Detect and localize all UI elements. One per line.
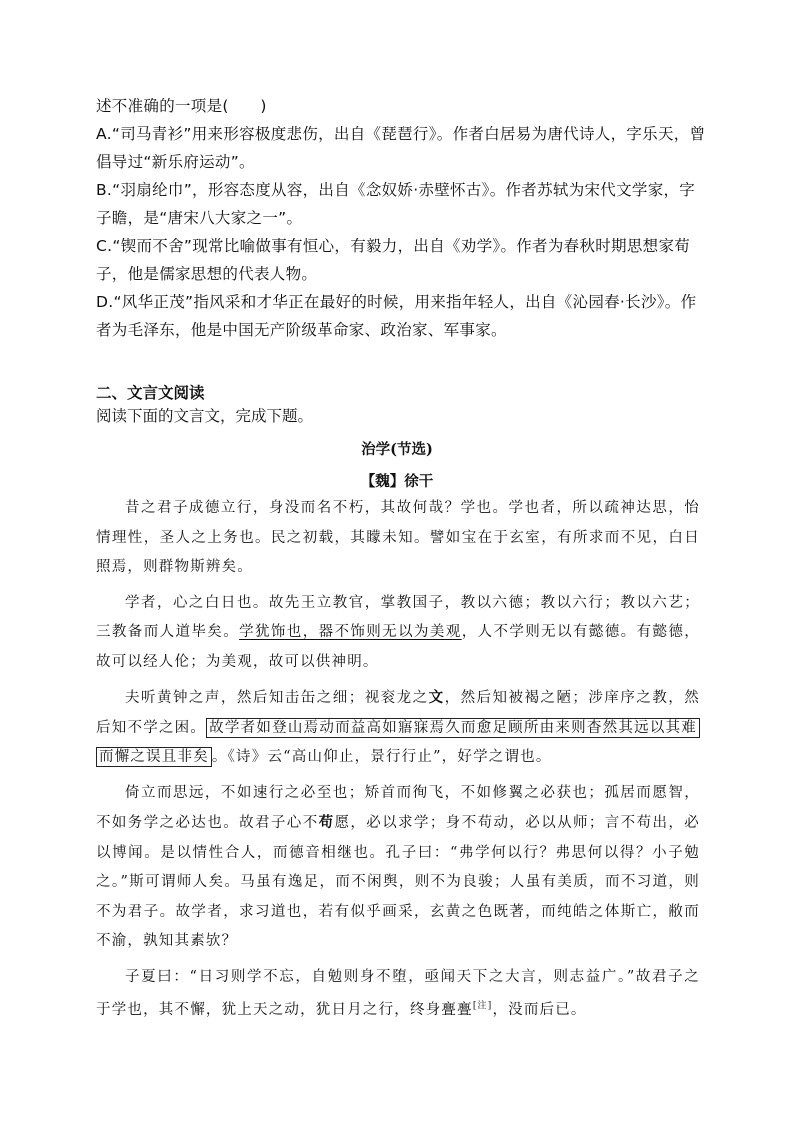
passage-title: 治学(节选) (361, 441, 433, 458)
option-a: A.“司马青衫”用来形容极度悲伤，出自《琵琶行》。作者白居易为唐代诗人，字乐天，曾倡导过“新乐府运动”。 (96, 125, 706, 171)
underlined-sentence: 学犹饰也，器不饰则无以为美观 (239, 624, 462, 640)
passage-paragraph-5 (96, 963, 700, 1026)
section-instruction: 阅读下面的文言文，完成下题。 (96, 407, 314, 425)
option-c: C.“锲而不舍”现常比喻做事有恒心，有毅力，出自《劝学》。作者为春秋时期思想家荀子，他是儒家思想的代表人物。 (96, 237, 691, 283)
option-d: D.“风华正茂”指风采和才华正在最好的时候，用来指年轻人，出自《沁园春·长沙》。作者为毛泽东，他是中国无产阶级革命家、政治家、军事家。 (96, 293, 697, 339)
passage-paragraph-4 (96, 779, 700, 957)
p2-text-a: 学者，心之白日也。故先王立教官，掌教国子，教以六德；教以六行；教以六艺；三教备而人道毕矣。 (96, 594, 700, 640)
p4-text-b: 愿，必以求学；身不苟动，必以从师；言不苟出，必以博闻。是以情性合人，而德音相继也。孔子曰：“弗学何以行？弗思何以得？小子勉之。”斯可谓师人矣。马虽有逸足，而不闲舆，则不为良骏；人虽有美质，而不习道，则不为君子。故学者，求习道也，若有似乎画采，玄黄之色既著，而纯皓之体斯亡，敝而不渝，孰知其素欤？ (96, 815, 700, 949)
boxed-sentence: 故学者如登山焉动而益高如寤寐焉久而愈足顾所由来则杳然其远以其难而懈之误且非矣 (96, 718, 700, 768)
p5-text-b: ，没而后已。 (492, 1001, 587, 1018)
passage-body (96, 494, 700, 1031)
p3-text-b: ，然后知被褐之陋；涉庠序之教，然后知不学之困。 (96, 690, 700, 736)
p3-text-c: 。《诗》云“高山仰止，景行行止”，好学之谓也。 (211, 749, 552, 765)
bold-word-wen: 文 (428, 689, 445, 706)
section-heading: 二、文言文阅读 (96, 384, 205, 402)
p3-text-a: 夫听黄钟之声，然后知击缶之细；视衮龙之 (125, 690, 429, 706)
bold-word-gou: 苟 (318, 814, 335, 831)
passage-paragraph-3 (96, 683, 700, 773)
question-block (96, 92, 706, 344)
passage-paragraph-1: 昔之君子成德立行，身没而名不朽，其故何哉？学也。学也者，所以疏神达思，怡情理性，圣人之上务也。民之初载，其矇未知。譬如宝在于玄室，有所求而不见，白日照焉，则群物斯辨矣。 (96, 500, 700, 575)
footnote-marker: [注] (472, 1001, 493, 1011)
option-b: B.“羽扇纶巾”，形容态度从容，出自《念奴娇·赤壁怀古》。作者苏轼为宋代文学家，字子瞻，是“唐宋八大家之一”。 (96, 181, 696, 227)
p5-text-a: 子夏曰：“日习则学不忘，自勉则身不堕，亟闻天下之大言，则志益广。”故君子之于学也，其不懈，犹上天之动，犹日月之行，终身亹亹 (96, 968, 700, 1018)
passage-author: 【魏】徐干 (360, 473, 434, 490)
passage-paragraph-2 (96, 589, 700, 678)
question-stem: 述不准确的一项是( ) (96, 97, 267, 115)
p2-text-b: ，人不学则无以有懿德。有懿德，故可以经人伦；为美观，故可以供神明。 (96, 624, 700, 670)
p4-text-a: 倚立而思远，不如速行之必至也；矫首而徇飞，不如修翼之必获也；孤居而愿智，不如务学之必达也。故君子心不 (96, 784, 700, 831)
